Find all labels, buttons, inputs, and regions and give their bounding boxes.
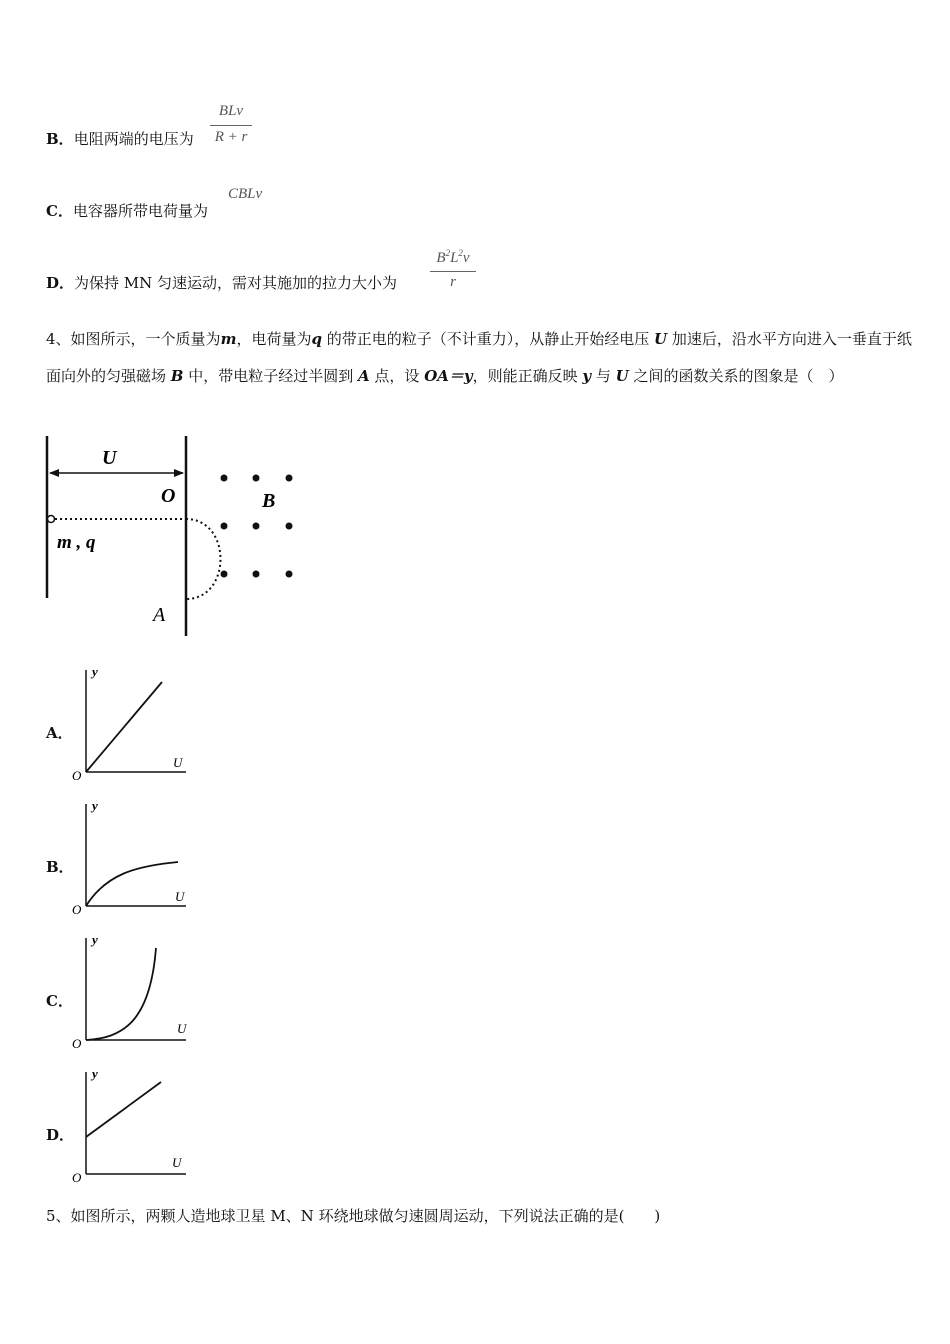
x-axis-label: U	[172, 1155, 182, 1170]
q4-number: 4、	[46, 330, 71, 348]
q4-m: m	[220, 330, 237, 348]
q4-u2: U	[615, 367, 629, 385]
choice-a-graph	[66, 660, 196, 785]
choice-c-letter: C．	[46, 992, 73, 1010]
option-d-num-l-exp: 2	[458, 248, 463, 258]
physics-figure	[40, 432, 310, 642]
origin-label: O	[72, 1036, 82, 1051]
fig-label-mq: m , q	[57, 532, 96, 553]
origin-label: O	[72, 768, 82, 783]
q4-text-7: ，则能正确反映	[472, 367, 583, 385]
choice-d-letter: D．	[46, 1126, 75, 1144]
y-axis-label: y	[92, 664, 98, 679]
fig-label-u: U	[102, 447, 117, 469]
option-b-denominator: R + r	[214, 129, 248, 145]
q4-text-4: 加速后，沿水平方向进入一垂直于纸面向外的匀强磁场	[46, 330, 912, 385]
choice-b-graph	[66, 794, 196, 919]
curve-sqrt	[86, 862, 178, 906]
curve-quadratic	[86, 948, 156, 1040]
q4-text-8: 与	[591, 367, 616, 385]
x-axis-label: U	[173, 755, 183, 770]
q4-text-1: 如图所示，一个质量为	[70, 330, 221, 348]
arrow-left-icon	[49, 469, 59, 477]
choice-b-letter: B．	[46, 858, 74, 876]
choice-a-letter: A．	[46, 724, 73, 742]
option-c-text: 电容器所带电荷量为	[72, 202, 208, 220]
q5-number: 5、	[46, 1207, 71, 1225]
option-b-letter: B．	[46, 130, 74, 148]
q4-text-9: 之间的函数关系的图象是（ ）	[628, 367, 844, 385]
x-axis-label: U	[175, 889, 185, 904]
option-d	[46, 272, 397, 293]
question-4	[46, 321, 916, 395]
option-c	[46, 200, 208, 221]
option-d-num-b-exp: 2	[445, 248, 451, 258]
option-d-num-b: B	[436, 250, 446, 266]
q4-a: A	[358, 367, 370, 385]
particle-path-semicircle	[186, 519, 221, 599]
option-b	[46, 128, 194, 149]
y-axis-label: y	[92, 798, 98, 813]
choice-c-graph	[66, 928, 196, 1053]
option-d-fraction-bar	[430, 271, 476, 272]
field-dots	[221, 475, 293, 578]
particle-icon	[48, 516, 55, 523]
y-axis-label: y	[92, 932, 98, 947]
q4-text-3: 的带正电的粒子（不计重力），从静止开始经电压	[321, 330, 654, 348]
q4-oa: OA＝y	[424, 367, 473, 385]
option-d-num-v: v	[462, 250, 470, 266]
question-5	[46, 1198, 916, 1235]
option-d-letter: D．	[46, 274, 75, 292]
curve-linear-offset	[86, 1082, 161, 1137]
fig-label-b: B	[262, 490, 276, 512]
q4-text-6: 点，设	[369, 367, 425, 385]
q4-u: U	[654, 330, 668, 348]
origin-label: O	[72, 902, 82, 917]
option-b-fraction-bar	[210, 125, 252, 126]
curve-linear-origin	[86, 682, 162, 772]
option-d-denominator: r	[450, 274, 456, 290]
option-d-text: 为保持 MN 匀速运动，需对其施加的拉力大小为	[74, 274, 398, 292]
q4-text-5: 中，带电粒子经过半圆到	[183, 367, 359, 385]
option-c-letter: C．	[46, 202, 73, 220]
fig-label-o: O	[161, 485, 176, 507]
origin-label: O	[72, 1170, 82, 1185]
option-c-expression: CBLv	[228, 186, 263, 202]
option-b-numerator: BLv	[218, 103, 244, 119]
option-d-num-l: L	[450, 250, 459, 266]
y-axis-label: y	[92, 1066, 98, 1081]
q5-text: 如图所示，两颗人造地球卫星 M、N 环绕地球做匀速圆周运动，下列说法正确的是( )	[70, 1207, 661, 1225]
q4-y: y	[582, 367, 592, 385]
x-axis-label: U	[177, 1021, 187, 1036]
fig-label-a: A	[153, 604, 166, 626]
choice-d-graph	[66, 1062, 196, 1187]
option-b-text: 电阻两端的电压为	[73, 130, 194, 148]
arrow-right-icon	[174, 469, 184, 477]
option-d-numerator	[428, 248, 478, 267]
q4-text-2: ，电荷量为	[236, 330, 312, 348]
q4-q: q	[311, 330, 322, 348]
q4-b: B	[170, 367, 184, 385]
